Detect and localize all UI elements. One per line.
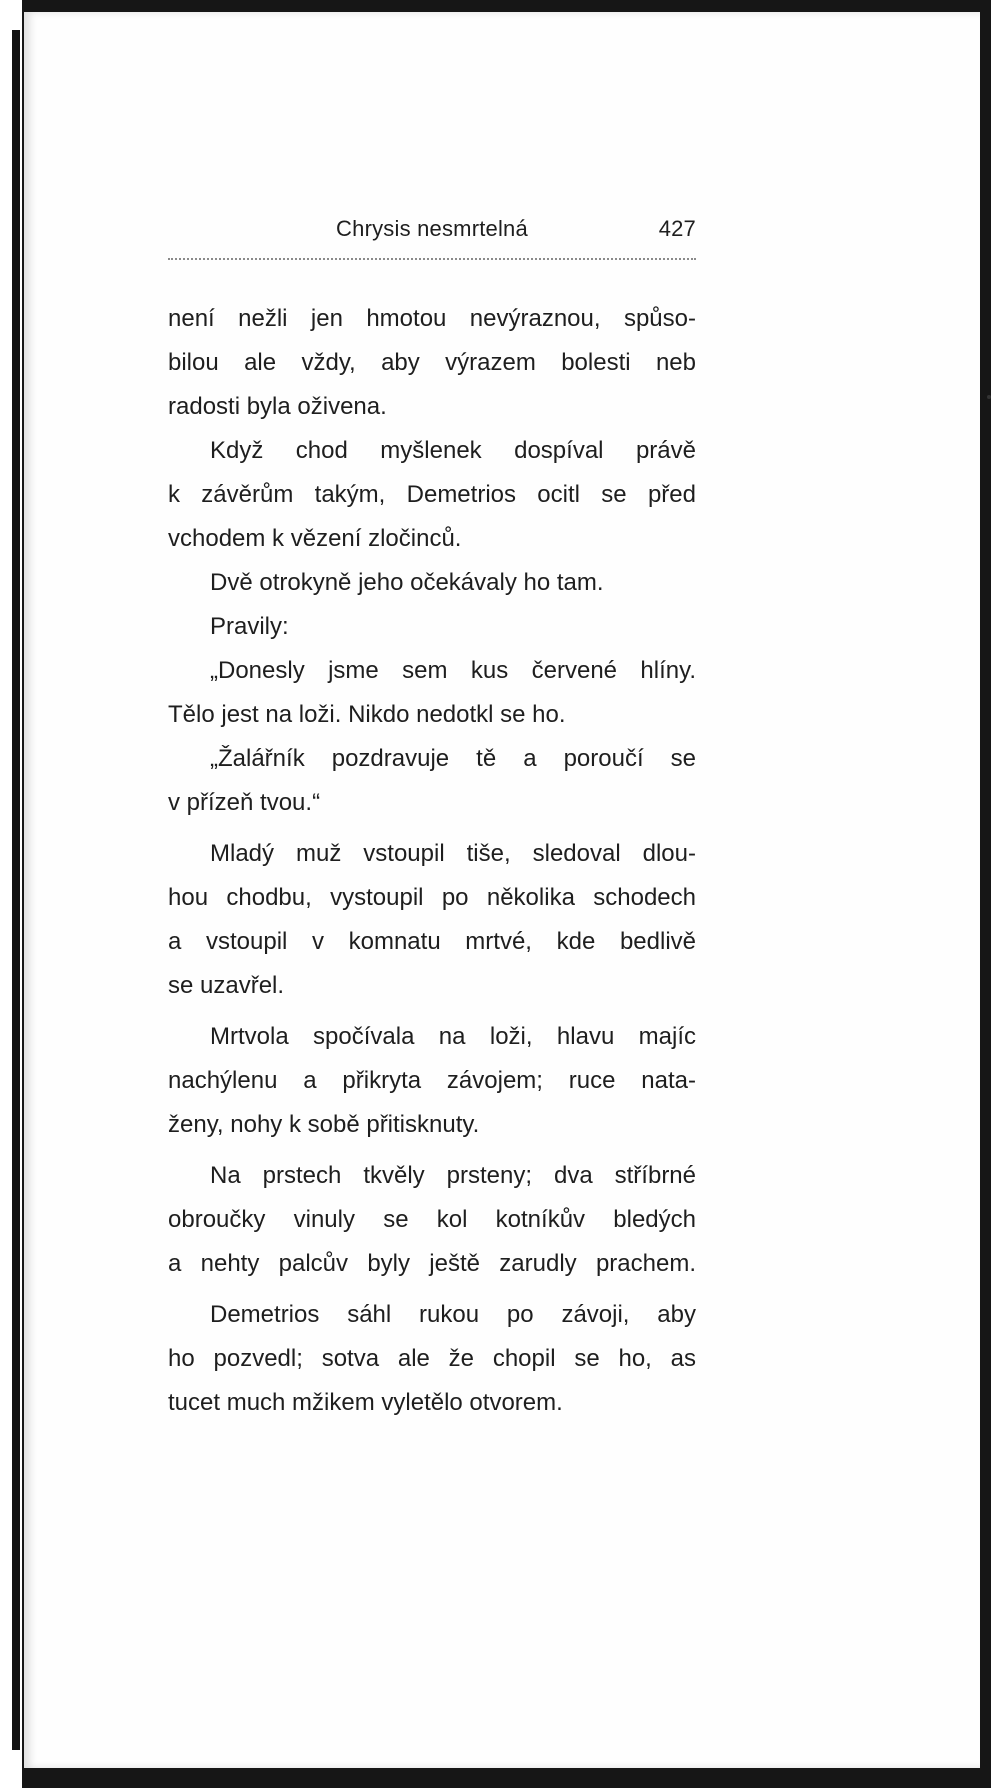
text-line: Demetrios sáhl rukou po závoji, aby	[210, 1301, 696, 1328]
text-line: Tělo jest na loži. Nikdo nedotkl se ho.	[168, 701, 566, 728]
text-line: Mrtvola spočívala na loži, hlavu majíc	[210, 1023, 696, 1050]
paragraph	[168, 605, 696, 649]
text-line: hou chodbu, vystoupil po několika schodech	[168, 884, 696, 911]
text-line: Pravily:	[210, 613, 289, 640]
text-line: Když chod myšlenek dospíval právě	[210, 437, 696, 464]
paragraph-gap	[168, 825, 696, 832]
running-title: Chrysis nesmrtelná	[336, 216, 528, 241]
text-line: není nežli jen hmotou nevýraznou, spůso-	[168, 305, 696, 332]
running-head	[168, 206, 696, 258]
ink-speck	[987, 395, 991, 399]
text-line: Dvě otrokyně jeho očekávaly ho tam.	[210, 569, 604, 596]
text-line: ženy, nohy k sobě přitisknuty.	[168, 1111, 480, 1138]
text-line: v přízeň tvou.“	[168, 789, 321, 816]
paragraph-gap	[168, 1286, 696, 1293]
body-text	[168, 297, 696, 1425]
text-line: radosti byla oživena.	[168, 393, 387, 420]
paragraph	[168, 1154, 696, 1286]
paragraph	[168, 1293, 696, 1425]
paragraph	[168, 1015, 696, 1147]
page-number: 427	[658, 216, 696, 241]
text-line: obroučky vinuly se kol kotníkův bledých	[168, 1206, 696, 1233]
text-line: Mladý muž vstoupil tiše, sledoval dlou-	[210, 840, 696, 867]
text-line: se uzavřel.	[168, 972, 285, 999]
text-line: a nehty palcův byly ještě zarudly prachem.	[168, 1250, 696, 1277]
text-line: „Donesly jsme sem kus červené hlíny.	[210, 657, 696, 684]
text-line: nachýlenu a přikryta závojem; ruce nata-	[168, 1067, 696, 1094]
header-rule	[168, 258, 696, 260]
book-spine-edge	[0, 0, 22, 1788]
text-block	[168, 206, 696, 1425]
text-line: vchodem k vězení zločinců.	[168, 525, 462, 552]
text-line: k závěrům takým, Demetrios ocitl se před	[168, 481, 696, 508]
text-line: a vstoupil v komnatu mrtvé, kde bedlivě	[168, 928, 696, 955]
paragraph	[168, 649, 696, 737]
paragraph	[168, 429, 696, 561]
paragraph	[168, 832, 696, 1008]
text-line: bilou ale vždy, aby výrazem bolesti neb	[168, 349, 696, 376]
text-line: „Žalářník pozdravuje tě a poroučí se	[210, 745, 696, 772]
paragraph	[168, 561, 696, 605]
paragraph	[168, 297, 696, 429]
paragraph-gap	[168, 1008, 696, 1015]
text-line: Na prstech tkvěly prsteny; dva stříbrné	[210, 1162, 696, 1189]
text-line: tucet much mžikem vyletělo otvorem.	[168, 1389, 563, 1416]
paragraph	[168, 737, 696, 825]
text-line: ho pozvedl; sotva ale že chopil se ho, as	[168, 1345, 696, 1372]
paragraph-gap	[168, 1147, 696, 1154]
